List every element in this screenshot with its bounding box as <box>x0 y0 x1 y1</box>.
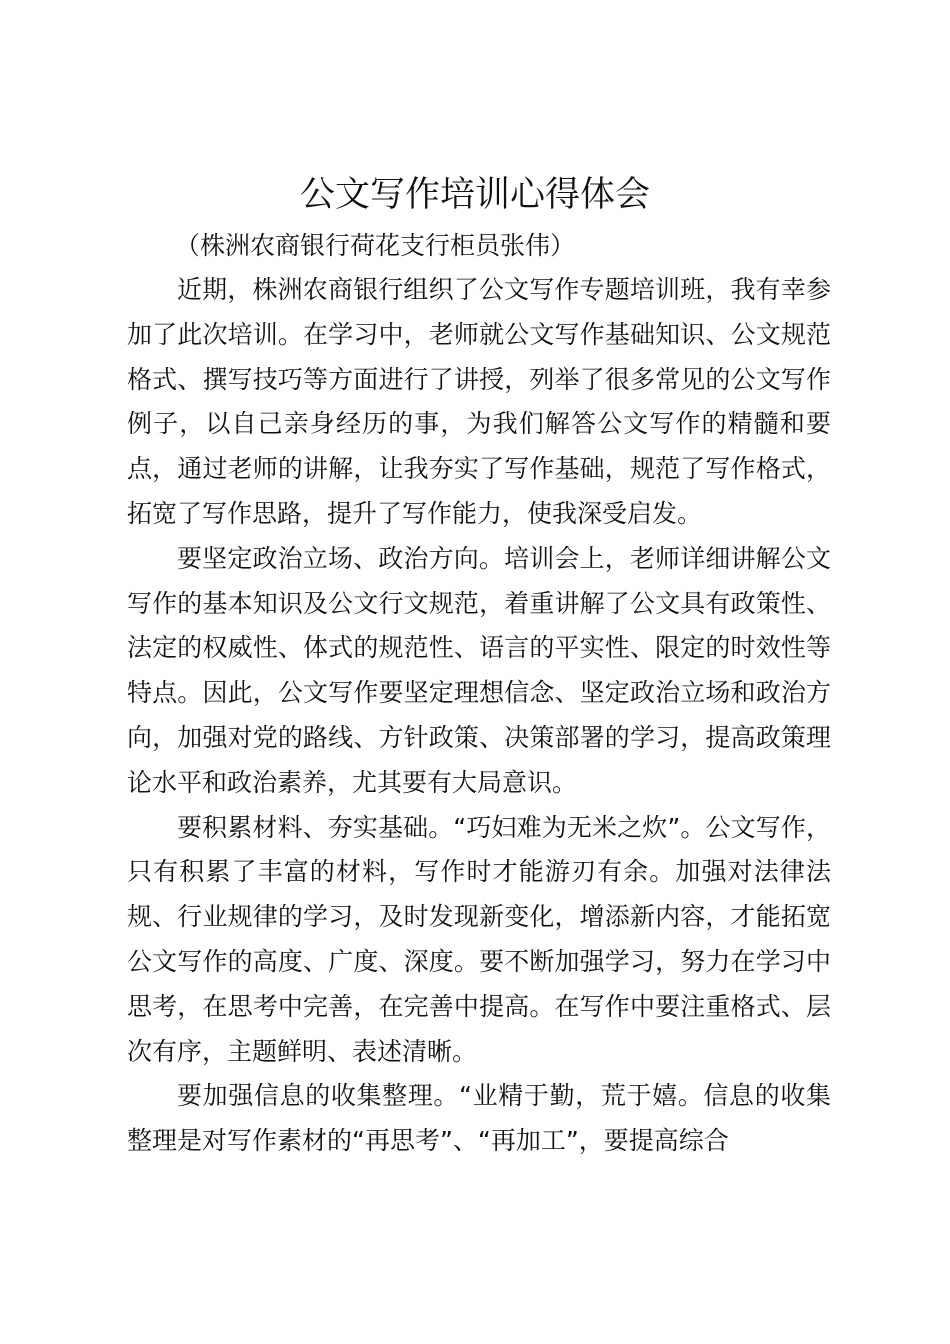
paragraph: 近期，株洲农商银行组织了公文写作专题培训班，我有幸参加了此次培训。在学习中，老师就公文写作基础知识、公文规范格式、撰写技巧等方面进行了讲授，列举了很多常见的公文写作例子，以自己亲身经历的事，为我们解答公文写作的精髓和要点，通过老师的讲解，让我夯实了写作基础，规范了写作格式，拓宽了写作思路，提升了写作能力，使我深受启发。 <box>127 275 831 528</box>
paragraph: 要加强信息的收集整理。“业精于勤，荒于嬉。信息的收集整理是对写作素材的“再思考”、“再加工”，要提高综合 <box>127 1081 831 1156</box>
paragraph: 要积累材料、夯实基础。“巧妇难为无米之炊”。公文写作，只有积累了丰富的材料，写作时才能游刃有余。加强对法律法规、行业规律的学习，及时发现新变化，增添新内容，才能拓宽公文写作的高度、广度、深度。要不断加强学习，努力在学习中思考，在思考中完善，在完善中提高。在写作中要注重格式、层次有序，主题鲜明、表述清晰。 <box>127 812 831 1066</box>
document-body <box>127 268 831 1164</box>
author-byline: （株洲农商银行荷花支行柜员张伟） <box>175 231 576 260</box>
document-title: 公文写作培训心得体会 <box>299 175 650 215</box>
paragraph: 要坚定政治立场、政治方向。培训会上，老师详细讲解公文写作的基本知识及公文行文规范，着重讲解了公文具有政策性、法定的权威性、体式的规范性、语言的平实性、限定的时效性等特点。因此，公文写作要坚定理想信念、坚定政治立场和政治方向，加强对党的路线、方针政策、决策部署的学习，提高政策理论水平和政治素养，尤其要有大局意识。 <box>127 543 831 797</box>
